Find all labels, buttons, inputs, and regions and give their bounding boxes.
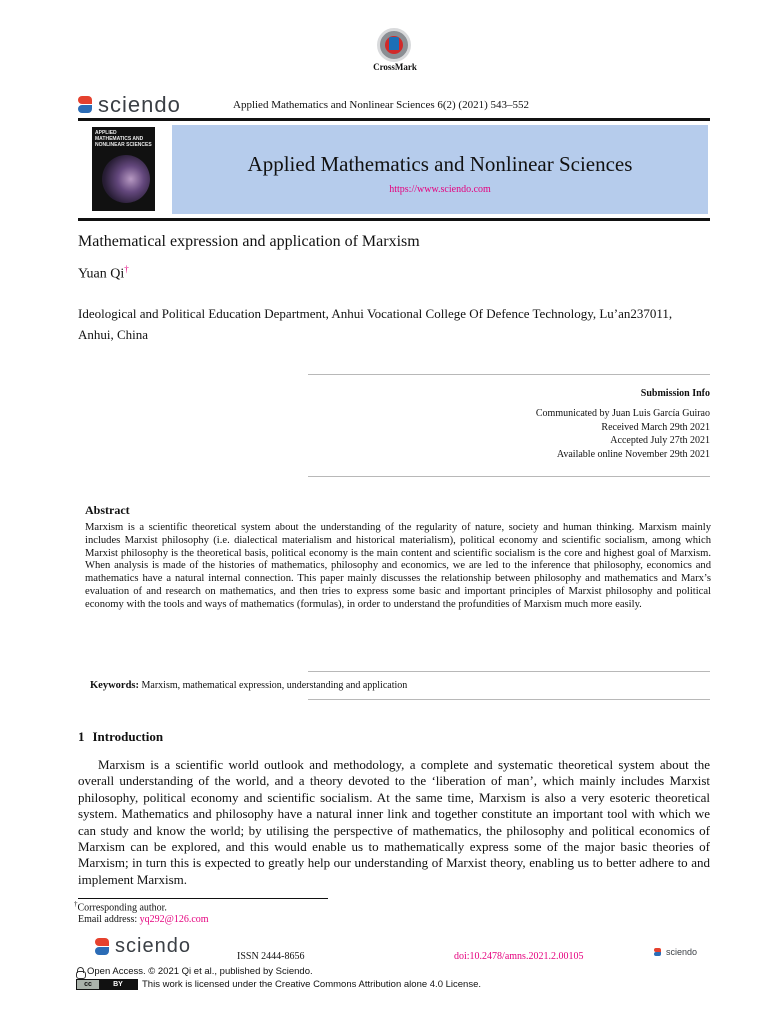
footnote-rule: [78, 898, 328, 899]
keywords: Keywords: Marxism, mathematical expression, understanding and application: [90, 680, 408, 691]
divider: [308, 671, 710, 672]
divider: [308, 699, 710, 700]
open-access-lock-icon: [76, 967, 85, 977]
cc-by-badge-icon[interactable]: cc BY: [76, 979, 138, 990]
header-rule: [78, 118, 710, 121]
journal-url-link[interactable]: https://www.sciendo.com: [389, 184, 491, 195]
crossmark-label: CrossMark: [373, 62, 417, 72]
divider: [308, 476, 710, 477]
issn: ISSN 2444-8656: [237, 951, 305, 962]
abstract-heading: Abstract: [85, 503, 130, 517]
sciendo-logo-icon: [78, 95, 94, 115]
sciendo-logo: sciendo: [78, 92, 181, 118]
journal-citation: Applied Mathematics and Nonlinear Sciences 6(2) (2021) 543–552: [233, 99, 530, 111]
sciendo-logo-icon: [95, 937, 111, 957]
open-access-notice: Open Access. © 2021 Qi et al., published by Sciendo.: [76, 966, 313, 977]
sciendo-logo-icon: [654, 947, 662, 957]
crossmark-icon: [377, 28, 411, 62]
doi-link[interactable]: doi:10.2478/amns.2021.2.00105: [454, 951, 584, 962]
affiliation: Ideological and Political Education Department, Anhui Vocational College Of Defence Technology, Lu’an237011, Anhui, China: [78, 306, 673, 342]
abstract-text: Marxism is a scientific theoretical system about the understanding of the regularity of nature, society and human thinking. Marxism mainly includes Marxist philosophy (i.e. dialectical materialism and historical materialism), political economy and scientific socialism, among which Marxist philosophy is the theoretical basis, political economy is the main content and scientific socialism is the core and highest goal of Marxism. When analysis is made of the histories of mathematics, philosophy and economics, we are led to the inference that philosophy, economics and mathematics have a natural internal connection. This paper mainly discusses the relationship between philosophy and mathematics and Marx’s evaluation of and research on mathematics, and then tries to express some basic and important principles of Marxist philosophy and political economy with the tools and ways of mathematics (formulas), in order to understand the profundities of Marxism much more easily.: [85, 522, 711, 610]
footnote-corresponding: †Corresponding author.: [74, 900, 167, 914]
email-link[interactable]: yq292@126.com: [139, 914, 209, 925]
introduction-paragraph: Marxism is a scientific world outlook and methodology, a complete and systematic theoretical system about the overall understanding of the world, and a theory devoted to the ‘liberation of man’, which mainly includes Marxist philosophy, political economy and scientific socialism. At the same time, Marxism is also a very esoteric theoretical system. Mathematics and philosophy have a natural inner link and together constitute an important tool with which we can study and know the world; by utilising the perspective of mathematics, the philosophy and political economics of Marxism can be explored, and this would enable us to mathematically express some of the major basic theories of Marxism; in turn this is expected to greatly help our understanding of Marxist theory, enabling us to better adhere to and implement Marxism.: [78, 757, 710, 887]
journal-title: Applied Mathematics and Nonlinear Sciences: [247, 152, 633, 176]
license-notice: cc BY This work is licensed under the Creative Commons Attribution alone 4.0 License.: [76, 979, 481, 990]
divider: [308, 374, 710, 375]
banner-rule: [78, 218, 710, 221]
footnote-email: Email address: yq292@126.com: [78, 914, 209, 925]
submission-info: Communicated by Juan Luis García Guirao Received March 29th 2021 Accepted July 27th 2021 Available online November 29th 2021: [535, 408, 710, 460]
author-footnote-link[interactable]: †: [124, 264, 129, 274]
author: Yuan Qi†: [78, 264, 129, 282]
journal-cover-image: APPLIED MATHEMATICS AND NONLINEAR SCIENCES: [92, 127, 155, 211]
section-heading-introduction: 1 Introduction: [78, 729, 164, 744]
paper-title: Mathematical expression and application of Marxism: [78, 233, 420, 250]
submission-info-heading: Submission Info: [640, 388, 710, 399]
crossmark-badge[interactable]: [365, 28, 425, 74]
footer-sciendo-logo: sciendo: [95, 935, 191, 958]
footer-small-sciendo-logo: sciendo: [654, 947, 697, 957]
